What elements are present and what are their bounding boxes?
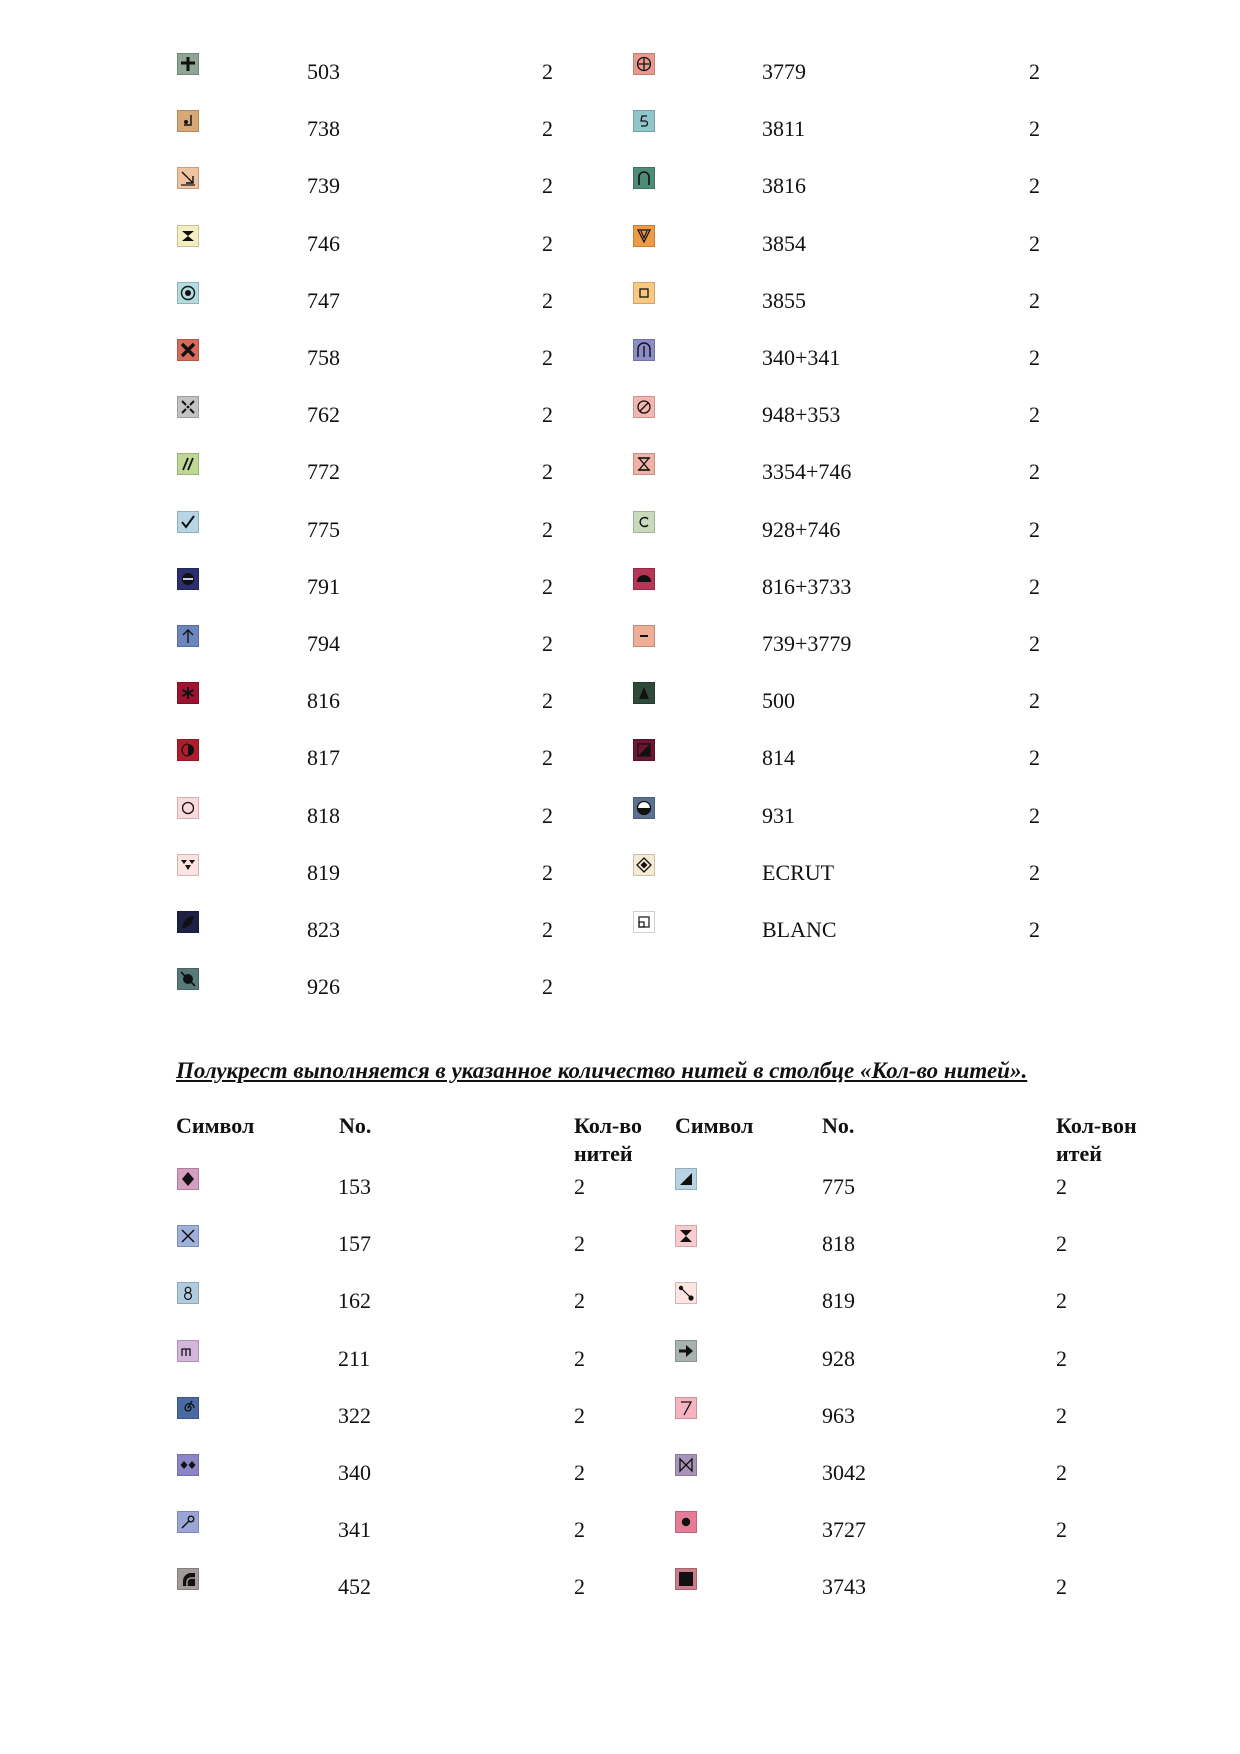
swirl-s-icon	[635, 112, 653, 130]
thread-number: 340+341	[762, 345, 841, 370]
symbol-swatch	[633, 568, 655, 590]
thread-number: 791	[307, 573, 340, 599]
thread-number: 738	[307, 116, 340, 142]
dots-link-icon	[677, 1284, 695, 1302]
symbol-swatch	[675, 1168, 697, 1190]
corner-curve-icon	[179, 1570, 197, 1588]
symbol-swatch	[177, 625, 199, 647]
thread-count: 2	[574, 1574, 585, 1600]
hourglass-filled-icon	[677, 1227, 695, 1245]
thread-count: 2	[1029, 688, 1040, 714]
thread-number: 3811	[762, 116, 806, 142]
dash-icon	[635, 627, 653, 645]
symbol-swatch	[177, 1282, 199, 1304]
column-header-number: No.	[822, 1113, 855, 1138]
thread-number: 3354+746	[762, 459, 852, 485]
thread-number: 794	[307, 631, 340, 656]
thread-count: 2	[1029, 459, 1040, 485]
circle-outline-icon	[179, 799, 197, 817]
hourglass-icon	[635, 455, 653, 473]
bowtie-outline-icon	[677, 1456, 695, 1474]
thread-number: 503	[307, 59, 340, 84]
thread-count: 2	[1056, 1517, 1067, 1543]
symbol-swatch	[633, 396, 655, 418]
thread-count: 2	[542, 59, 553, 84]
thread-count: 2	[1029, 745, 1040, 771]
thread-count: 2	[1029, 230, 1040, 256]
letter-a-icon	[635, 684, 653, 702]
thread-number: 818	[307, 802, 340, 828]
thread-count: 2	[574, 1402, 585, 1428]
thread-count: 2	[542, 287, 553, 313]
symbol-swatch	[633, 339, 655, 361]
thread-number: 819	[822, 1288, 855, 1314]
symbol-swatch	[633, 453, 655, 475]
symbol-swatch	[177, 1454, 199, 1476]
thread-number: 948+353	[762, 402, 841, 428]
thread-count: 2	[1056, 1574, 1067, 1600]
thread-number: 823	[307, 917, 340, 942]
thread-count: 2	[1056, 1288, 1067, 1314]
symbol-swatch	[675, 1454, 697, 1476]
thread-count: 2	[542, 173, 553, 199]
column-header-symbol: Символ	[176, 1113, 255, 1138]
slash-circle-icon	[179, 970, 197, 988]
symbol-swatch	[177, 282, 199, 304]
thread-count: 2	[574, 1460, 585, 1485]
symbol-swatch	[177, 568, 199, 590]
symbol-swatch	[633, 511, 655, 533]
thread-number: 452	[338, 1574, 371, 1600]
symbol-swatch	[633, 282, 655, 304]
symbol-swatch	[675, 1511, 697, 1533]
thread-count: 2	[574, 1345, 585, 1371]
letter-c-icon	[635, 513, 653, 531]
number-seven-icon	[677, 1399, 695, 1417]
symbol-swatch	[177, 167, 199, 189]
half-moon-icon	[179, 741, 197, 759]
thread-number: 3855	[762, 287, 806, 313]
thread-number: 928	[822, 1345, 855, 1371]
thread-number: 814	[762, 745, 795, 771]
no-sign-icon	[635, 398, 653, 416]
thread-count: 2	[1029, 802, 1040, 828]
thread-count: 2	[1056, 1174, 1067, 1199]
thread-number: 747	[307, 287, 340, 313]
thread-number: 928+746	[762, 516, 841, 542]
thread-number: 926	[307, 974, 340, 1000]
thread-number: BLANC	[762, 917, 837, 942]
thread-number: 931	[762, 802, 795, 828]
symbol-swatch	[177, 339, 199, 361]
symbol-swatch	[177, 453, 199, 475]
dot-icon	[677, 1513, 695, 1531]
thread-number: 340	[338, 1460, 371, 1485]
plus-icon	[179, 55, 197, 73]
arrow-up-icon	[179, 627, 197, 645]
small-square-icon	[635, 284, 653, 302]
thread-number: ECRUT	[762, 859, 835, 885]
thread-count: 2	[1029, 631, 1040, 656]
thread-number: 3854	[762, 230, 806, 256]
arch-icon	[635, 169, 653, 187]
symbol-swatch	[633, 682, 655, 704]
column-header-symbol: Символ	[675, 1113, 754, 1138]
leaf-icon	[179, 913, 197, 931]
thread-count: 2	[1056, 1231, 1067, 1257]
symbol-swatch	[177, 911, 199, 933]
thread-number: 322	[338, 1402, 371, 1428]
thread-number: 739+3779	[762, 631, 852, 656]
thread-count: 2	[1056, 1345, 1067, 1371]
letter-m-icon	[179, 1342, 197, 1360]
filled-square-icon	[677, 1570, 695, 1588]
diamond-dot-icon	[635, 856, 653, 874]
thread-count: 2	[1029, 917, 1040, 942]
double-slash-icon	[179, 455, 197, 473]
thread-count: 2	[542, 745, 553, 771]
thread-count: 2	[574, 1231, 585, 1257]
thread-count: 2	[1056, 1460, 1067, 1485]
thread-number: 818	[822, 1231, 855, 1257]
half-filled-circle-icon	[635, 799, 653, 817]
arrow-down-right-icon	[179, 169, 197, 187]
thread-number: 775	[307, 516, 340, 542]
thread-count: 2	[542, 345, 553, 370]
circle-plus-icon	[635, 55, 653, 73]
thread-count: 2	[1029, 516, 1040, 542]
thread-count: 2	[1029, 116, 1040, 142]
thread-count: 2	[1029, 173, 1040, 199]
thread-count: 2	[1029, 59, 1040, 84]
pin-icon	[179, 1513, 197, 1531]
thread-number: 341	[338, 1517, 371, 1543]
thread-count: 2	[542, 917, 553, 942]
symbol-swatch	[633, 739, 655, 761]
figure-eight-icon	[179, 1284, 197, 1302]
symbol-swatch	[675, 1340, 697, 1362]
thread-count: 2	[542, 573, 553, 599]
triple-triangle-icon	[179, 856, 197, 874]
symbol-swatch	[177, 225, 199, 247]
thread-number: 162	[338, 1288, 371, 1314]
double-diamond-icon	[179, 1456, 197, 1474]
symbol-swatch	[177, 854, 199, 876]
thread-number: 817	[307, 745, 340, 771]
column-header-count: Кол-вон итей	[1056, 1113, 1137, 1166]
thread-count: 2	[574, 1517, 585, 1543]
symbol-swatch	[675, 1568, 697, 1590]
nested-square-icon	[635, 913, 653, 931]
thread-count: 2	[542, 974, 553, 1000]
thread-number: 157	[338, 1231, 371, 1257]
asterisk-icon	[179, 684, 197, 702]
symbol-swatch	[177, 1168, 199, 1190]
column-header-count: Кол-во нитей	[574, 1113, 642, 1166]
symbol-swatch	[177, 968, 199, 990]
thread-number: 816	[307, 688, 340, 714]
symbol-swatch	[177, 1568, 199, 1590]
thread-number: 3042	[822, 1460, 866, 1485]
thin-x-icon	[179, 1227, 197, 1245]
thread-number: 762	[307, 402, 340, 428]
symbol-swatch	[177, 1225, 199, 1247]
thread-count: 2	[1056, 1402, 1067, 1428]
minus-circle-icon	[179, 570, 197, 588]
thread-count: 2	[1029, 402, 1040, 428]
symbol-swatch	[675, 1225, 697, 1247]
thread-number: 211	[338, 1345, 371, 1371]
thread-count: 2	[542, 230, 553, 256]
thread-number: 758	[307, 345, 340, 370]
symbol-swatch	[177, 110, 199, 132]
triangle-corner-icon	[677, 1170, 695, 1188]
thread-number: 3727	[822, 1517, 866, 1543]
half-square-icon	[635, 741, 653, 759]
bold-x-icon	[179, 341, 197, 359]
thread-number: 153	[338, 1174, 371, 1199]
thread-count: 2	[1029, 345, 1040, 370]
thread-count: 2	[542, 802, 553, 828]
symbol-swatch	[177, 511, 199, 533]
symbol-swatch	[675, 1397, 697, 1419]
thread-number: 772	[307, 459, 340, 485]
arch-line-icon	[635, 341, 653, 359]
thread-number: 3743	[822, 1574, 866, 1600]
target-circle-icon	[179, 284, 197, 302]
symbol-swatch	[177, 396, 199, 418]
symbol-swatch	[633, 53, 655, 75]
thread-number: 3816	[762, 173, 806, 199]
symbol-swatch	[177, 1511, 199, 1533]
symbol-swatch	[675, 1282, 697, 1304]
thread-count: 2	[1029, 573, 1040, 599]
thread-number: 816+3733	[762, 573, 852, 599]
half-circle-icon	[635, 570, 653, 588]
symbol-swatch	[633, 911, 655, 933]
column-header-number: No.	[339, 1113, 372, 1138]
thread-number: 819	[307, 859, 340, 885]
arrow-right-icon	[677, 1342, 695, 1360]
diamond-icon	[179, 1170, 197, 1188]
thread-count: 2	[542, 859, 553, 885]
thread-count: 2	[542, 688, 553, 714]
thread-count: 2	[542, 631, 553, 656]
thread-count: 2	[542, 459, 553, 485]
thread-number: 746	[307, 230, 340, 256]
half-cross-note: Полукрест выполняется в указанное количество нитей в столбце «Кол-во нитей».	[176, 1058, 1028, 1083]
thread-count: 2	[574, 1174, 585, 1199]
thread-count: 2	[1029, 287, 1040, 313]
symbol-swatch	[633, 225, 655, 247]
thread-number: 500	[762, 688, 795, 714]
v-triangle-icon	[635, 227, 653, 245]
symbol-swatch	[633, 854, 655, 876]
symbol-swatch	[633, 110, 655, 132]
bowtie-icon	[179, 227, 197, 245]
symbol-swatch	[633, 167, 655, 189]
symbol-swatch	[177, 53, 199, 75]
symbol-swatch	[177, 1397, 199, 1419]
symbol-swatch	[177, 1340, 199, 1362]
thread-count: 2	[1029, 859, 1040, 885]
symbol-swatch	[633, 625, 655, 647]
corners-x-icon	[179, 398, 197, 416]
thread-number: 775	[822, 1174, 855, 1199]
thread-count: 2	[574, 1288, 585, 1314]
dot-hook-icon	[179, 112, 197, 130]
thread-count: 2	[542, 402, 553, 428]
symbol-swatch	[177, 797, 199, 819]
checkmark-icon	[179, 513, 197, 531]
thread-count: 2	[542, 516, 553, 542]
spiral-icon	[179, 1399, 197, 1417]
thread-count: 2	[542, 116, 553, 142]
thread-number: 739	[307, 173, 340, 199]
symbol-swatch	[633, 797, 655, 819]
symbol-swatch	[177, 739, 199, 761]
symbol-swatch	[177, 682, 199, 704]
thread-number: 3779	[762, 59, 806, 84]
thread-number: 963	[822, 1402, 855, 1428]
